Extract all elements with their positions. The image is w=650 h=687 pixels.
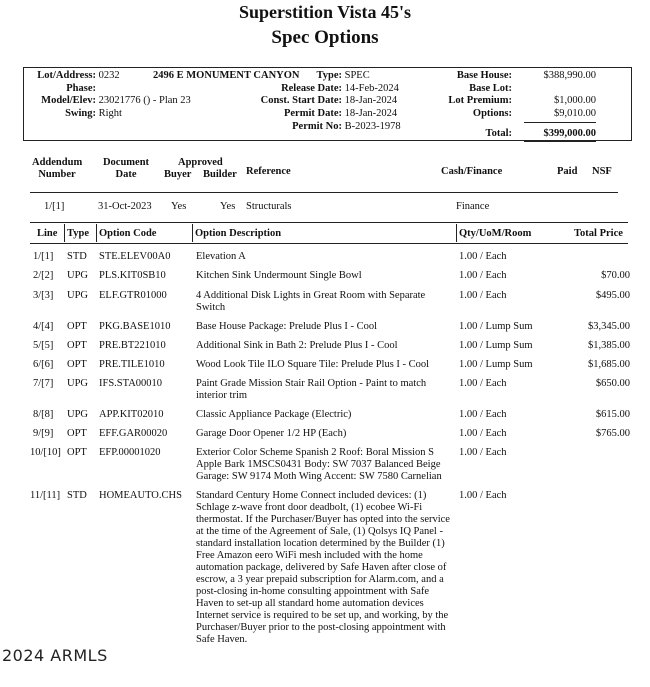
row-qty: 1.00 / Each: [459, 270, 507, 281]
col-divider: [64, 224, 65, 242]
row-line: 3/[3]: [33, 290, 54, 301]
type-header: Type: [67, 228, 89, 239]
watermark-copyright: 2024 ARMLS: [2, 646, 108, 665]
addendum-cash-finance: Finance: [456, 201, 490, 212]
row-code: EFP.00001020: [99, 447, 161, 458]
release-date-field: Release Date: 14-Feb-2024: [281, 83, 399, 94]
col-divider: [192, 224, 193, 242]
address-field: 2496 E MONUMENT CANYON: [153, 70, 300, 81]
base-lot-label: Base Lot:: [469, 83, 512, 94]
row-line: 9/[9]: [33, 428, 54, 439]
row-description: Elevation A: [196, 251, 246, 262]
row-description: Standard Century Home Connect included devices: (1) Schlage z-wave front door deadbolt, (1) ecobee Wi-Fi thermostat. If the Purchaser/Buyer has opted into the service at the time of the Agreement of Sale, (1) Qolsys IQ Panel - standard installation location determined by the Builder (1) Free Amazon eero WiFi mesh included with the home automation package, delivered by Safe Haven after close of escrow, a 3 year prepaid subscription for Alarm.com, and a post-closing in-home consulting appointment with Safe Haven to set-up all standard home automation devices Internet service is required to be set up, and working, by the Purchaser/Buyer prior to the post-closing appointment with Safe Haven.: [196, 490, 450, 645]
addendum-reference: Structurals: [246, 201, 292, 212]
row-code: IFS.STA00010: [99, 378, 163, 389]
row-type: UPG: [67, 378, 89, 389]
row-line: 11/[11]: [30, 490, 61, 501]
row-qty: 1.00 / Each: [459, 428, 507, 439]
row-code: APP.KIT02010: [99, 409, 164, 420]
option-code-header: Option Code: [99, 228, 157, 239]
qty-header: Qty/UoM/Room: [459, 228, 532, 239]
total-underline: [524, 141, 596, 142]
row-code: PLS.KIT0SB10: [99, 270, 166, 281]
total-value: $399,000.00: [543, 128, 596, 139]
row-qty: 1.00 / Each: [459, 290, 507, 301]
options-header-top-rule: [30, 222, 628, 223]
start-date-field: Const. Start Date: 18-Jan-2024: [260, 95, 398, 106]
row-line: 1/[1]: [33, 251, 54, 262]
builder-header: Builder: [203, 169, 237, 180]
permit-date-field: Permit Date: 18-Jan-2024: [283, 108, 398, 119]
row-price: $615.00: [595, 409, 630, 420]
row-qty: 1.00 / Each: [459, 447, 507, 458]
row-qty: 1.00 / Lump Sum: [459, 340, 533, 351]
row-price: $1,685.00: [588, 359, 630, 370]
row-description: Exterior Color Scheme Spanish 2 Roof: Boral Mission S Apple Bark 1MSCS0431 Body: SW 7037 Balanced Beige Garage: SW 9174 Moth Wing Accent: SW 7580 Carnelian: [196, 447, 442, 482]
row-code: ELF.GTR01000: [99, 290, 167, 301]
row-price: $495.00: [595, 290, 630, 301]
cash-finance-header: Cash/Finance: [441, 166, 503, 177]
row-description: 4 Additional Disk Lights in Great Room with Separate Switch: [196, 290, 426, 313]
row-type: UPG: [67, 409, 89, 420]
lot-premium-label: Lot Premium:: [448, 95, 512, 106]
row-description: Additional Sink in Bath 2: Prelude Plus I - Cool: [196, 340, 398, 351]
document-date-header: Document Date: [102, 157, 150, 180]
row-description: Garage Door Opener 1/2 HP (Each): [196, 428, 347, 439]
swing-field: Swing: Right: [65, 108, 122, 119]
row-price: $3,345.00: [588, 321, 630, 332]
row-qty: 1.00 / Lump Sum: [459, 321, 533, 332]
phase-field: Phase:: [66, 83, 96, 94]
options-label: Options:: [472, 108, 512, 119]
addendum-date: 31-Oct-2023: [98, 201, 152, 212]
base-house-label: Base House:: [456, 70, 512, 81]
total-price-header: Total Price: [574, 228, 623, 239]
lot-premium-value: $1,000.00: [554, 95, 596, 106]
approved-header: Approved: [178, 157, 223, 168]
row-line: 6/[6]: [33, 359, 54, 370]
community-title: Superstition Vista 45's: [238, 2, 412, 22]
addendum-header-rule: [30, 192, 618, 193]
row-description: Paint Grade Mission Stair Rail Option - Paint to match interior trim: [196, 378, 427, 401]
row-code: PRE.BT221010: [99, 340, 166, 351]
row-type: STD: [67, 490, 87, 501]
row-code: PRE.TILE1010: [99, 359, 165, 370]
row-line: 10/[10]: [30, 447, 61, 458]
row-price: $70.00: [601, 270, 630, 281]
reference-header: Reference: [246, 166, 291, 177]
total-label: Total:: [485, 128, 512, 139]
row-type: STD: [67, 251, 87, 262]
row-description: Kitchen Sink Undermount Single Bowl: [196, 270, 362, 281]
options-value: $9,010.00: [554, 108, 596, 119]
model-field: Model/Elev: 23021776 () - Plan 23: [41, 95, 191, 106]
option-description-header: Option Description: [195, 228, 282, 239]
total-divider: [524, 122, 596, 123]
row-type: OPT: [67, 447, 87, 458]
row-line: 7/[7]: [33, 378, 54, 389]
col-divider: [96, 224, 97, 242]
row-description: Classic Appliance Package (Electric): [196, 409, 352, 420]
row-price: $650.00: [595, 378, 630, 389]
row-qty: 1.00 / Lump Sum: [459, 359, 533, 370]
row-type: OPT: [67, 340, 87, 351]
lot-field: Lot/Address: 0232: [37, 70, 120, 81]
nsf-header: NSF: [592, 166, 612, 177]
buyer-header: Buyer: [164, 169, 192, 180]
addendum-number: 1/[1]: [44, 201, 65, 212]
paid-header: Paid: [557, 166, 578, 177]
permit-no-field: Permit No: B-2023-1978: [292, 121, 401, 132]
row-code: EFF.GAR00020: [99, 428, 168, 439]
row-description: Base House Package: Prelude Plus I - Cool: [196, 321, 378, 332]
type-field: Type: SPEC: [316, 70, 370, 81]
row-price: $1,385.00: [588, 340, 630, 351]
row-qty: 1.00 / Each: [459, 378, 507, 389]
row-code: PKG.BASE1010: [99, 321, 171, 332]
addendum-builder: Yes: [220, 201, 236, 212]
row-type: UPG: [67, 270, 89, 281]
row-type: OPT: [67, 321, 87, 332]
options-header-bottom-rule: [30, 243, 628, 244]
col-divider: [456, 224, 457, 242]
row-type: OPT: [67, 359, 87, 370]
row-line: 8/[8]: [33, 409, 54, 420]
row-qty: 1.00 / Each: [459, 490, 507, 501]
row-type: UPG: [67, 290, 89, 301]
addendum-number-header: Addendum Number: [32, 157, 83, 180]
row-price: $765.00: [595, 428, 630, 439]
row-description: Wood Look Tile ILO Square Tile: Prelude Plus I - Cool: [196, 359, 430, 370]
row-qty: 1.00 / Each: [459, 251, 507, 262]
row-code: STE.ELEV00A0: [99, 251, 171, 262]
row-code: HOMEAUTO.CHS: [99, 490, 182, 501]
addendum-buyer: Yes: [171, 201, 187, 212]
row-line: 2/[2]: [33, 270, 54, 281]
row-line: 4/[4]: [33, 321, 54, 332]
line-header: Line: [37, 228, 58, 239]
row-type: OPT: [67, 428, 87, 439]
row-line: 5/[5]: [33, 340, 54, 351]
base-house-value: $388,990.00: [543, 70, 596, 81]
row-qty: 1.00 / Each: [459, 409, 507, 420]
document-title: Spec Options: [271, 27, 379, 48]
